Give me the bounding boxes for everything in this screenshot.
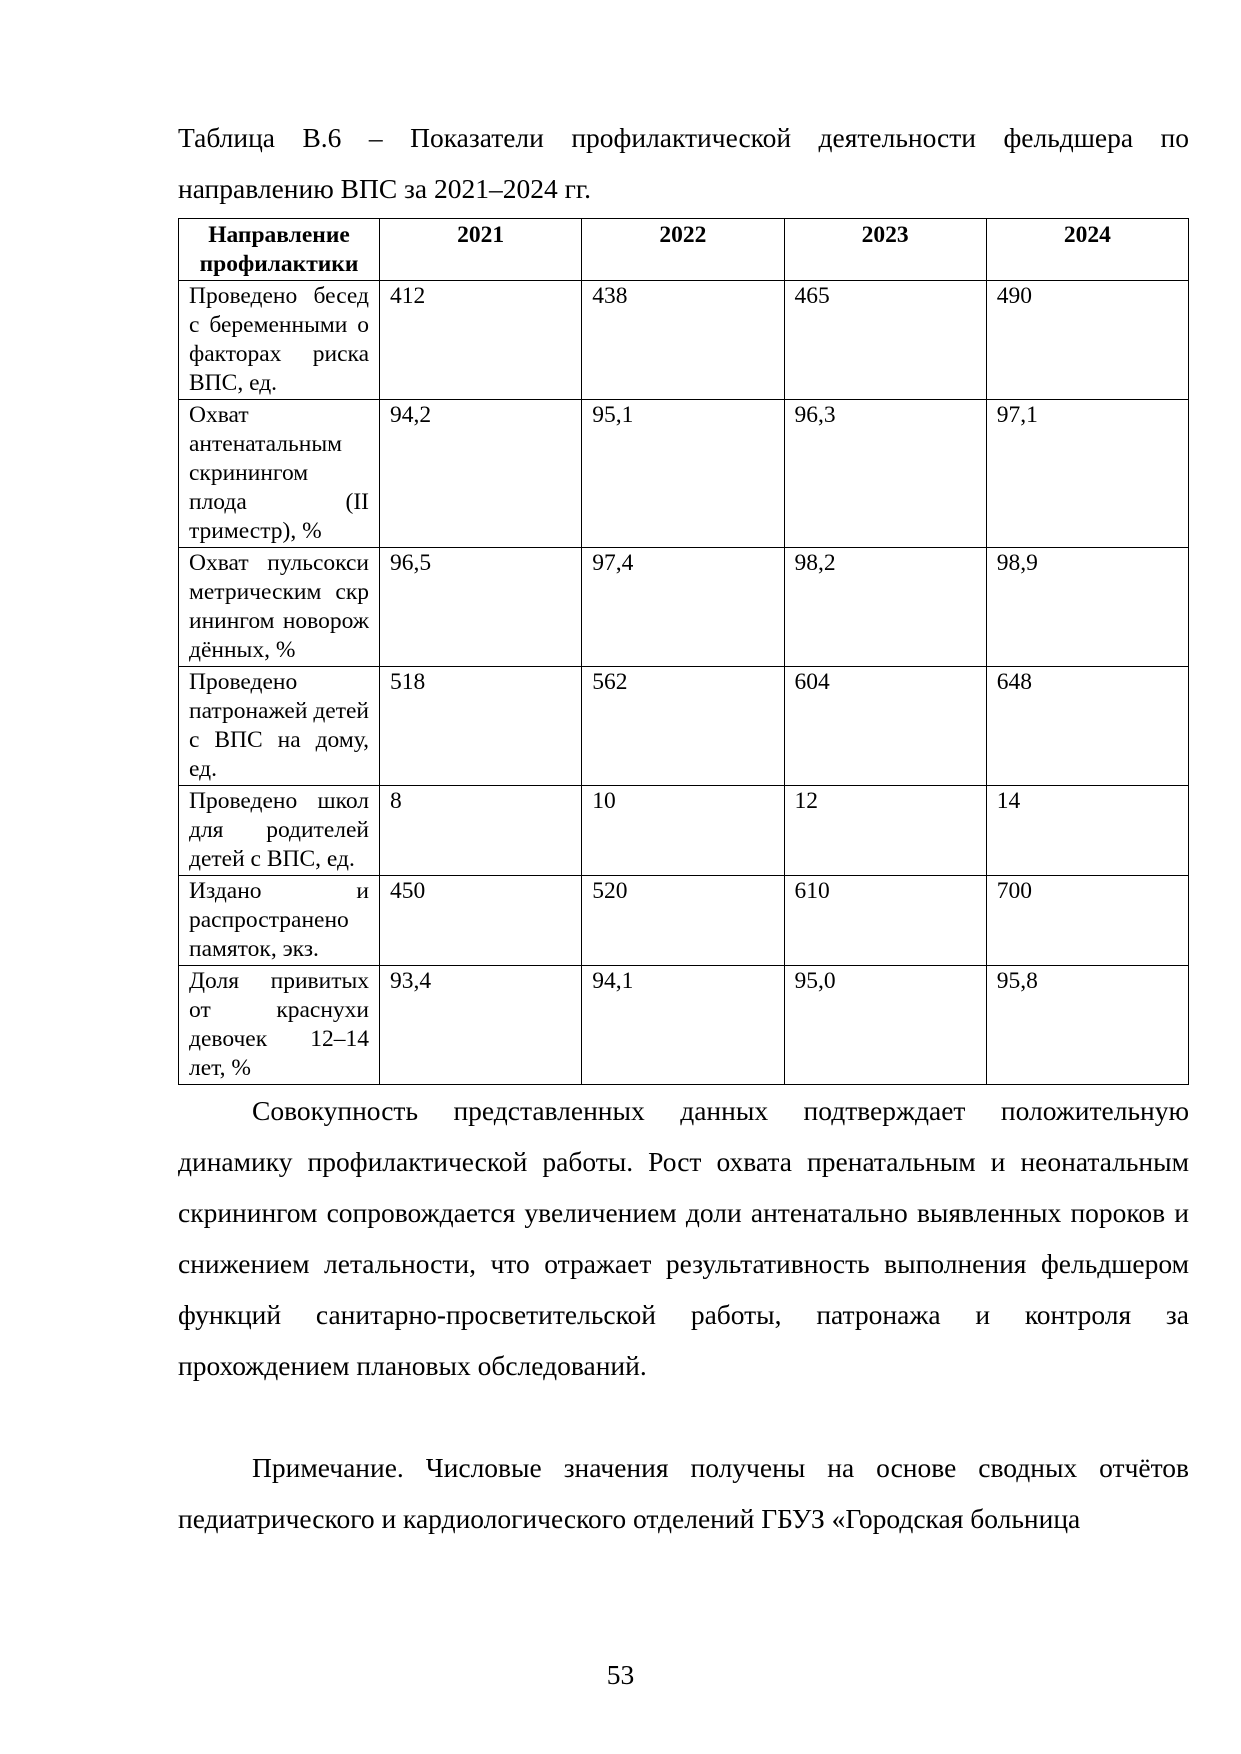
table-cell: 10 <box>582 786 784 876</box>
document-page <box>178 112 1189 1544</box>
table-cell: 438 <box>582 281 784 400</box>
table-cell: 12 <box>784 786 986 876</box>
table-cell: 95,0 <box>784 966 986 1085</box>
table-cell: 95,1 <box>582 400 784 548</box>
row-label: Проведено патронажей детей с ВПС на дому, ед. <box>179 667 380 786</box>
note-paragraph: Примечание. Числовые значения получены на основе сводных отчётов педиатрического и кардиологического отделений ГБУЗ «Городская больница <box>178 1452 1189 1534</box>
table-cell: 94,2 <box>380 400 582 548</box>
row-label: Издано и распространено памяток, экз. <box>179 876 380 966</box>
table-cell: 93,4 <box>380 966 582 1085</box>
table-cell: 98,2 <box>784 548 986 667</box>
table-cell: 562 <box>582 667 784 786</box>
header-2023: 2023 <box>784 219 986 281</box>
header-2024: 2024 <box>986 219 1188 281</box>
table-cell: 518 <box>380 667 582 786</box>
table-row <box>179 281 1189 400</box>
data-table <box>178 218 1189 1085</box>
header-direction: Направление профилактики <box>179 219 380 281</box>
table-row <box>179 400 1189 548</box>
table-row <box>179 667 1189 786</box>
row-label: Доля привитых от краснухи девочек 12–14 лет, % <box>179 966 380 1085</box>
header-2022: 2022 <box>582 219 784 281</box>
table-cell: 604 <box>784 667 986 786</box>
page-number: 53 <box>606 1659 635 1690</box>
row-label: Охват пульсоксиметрическим скринингом новорождённых, % <box>179 548 380 667</box>
table-row <box>179 786 1189 876</box>
table-row <box>179 876 1189 966</box>
table-row <box>179 548 1189 667</box>
table-cell: 8 <box>380 786 582 876</box>
header-2021: 2021 <box>380 219 582 281</box>
table-cell: 97,1 <box>986 400 1188 548</box>
table-cell: 490 <box>986 281 1188 400</box>
table-cell: 96,3 <box>784 400 986 548</box>
table-cell: 648 <box>986 667 1188 786</box>
table-cell: 700 <box>986 876 1188 966</box>
table-cell: 95,8 <box>986 966 1188 1085</box>
table-cell: 98,9 <box>986 548 1188 667</box>
row-label: Проведено школ для родителей детей с ВПС, ед. <box>179 786 380 876</box>
paragraph-spacer <box>178 1391 1189 1442</box>
table-header-row <box>179 219 1189 281</box>
table-cell: 465 <box>784 281 986 400</box>
table-cell: 520 <box>582 876 784 966</box>
table-caption: Таблица В.6 – Показатели профилактической деятельности фельдшера по направлению ВПС за 2021–2024 гг. <box>178 122 1189 204</box>
table-cell: 97,4 <box>582 548 784 667</box>
table-cell: 96,5 <box>380 548 582 667</box>
row-label: Охват антенатальным скринингом плода (II триместр), % <box>179 400 380 548</box>
table-cell: 14 <box>986 786 1188 876</box>
body-paragraph: Совокупность представленных данных подтверждает положительную динамику профилактической работы. Рост охвата пренатальным и неонатальным скринингом сопровождается увеличением доли антенатально выявленных пороков и снижением летальности, что отражает результативность выполнения фельдшером функций санитарно-просветительской работы, патронажа и контроля за прохождением плановых обследований. <box>178 1095 1189 1381</box>
table-cell: 94,1 <box>582 966 784 1085</box>
row-label: Проведено бесед с беременными о факторах риска ВПС, ед. <box>179 281 380 400</box>
table-row <box>179 966 1189 1085</box>
table-cell: 610 <box>784 876 986 966</box>
table-cell: 450 <box>380 876 582 966</box>
table-cell: 412 <box>380 281 582 400</box>
